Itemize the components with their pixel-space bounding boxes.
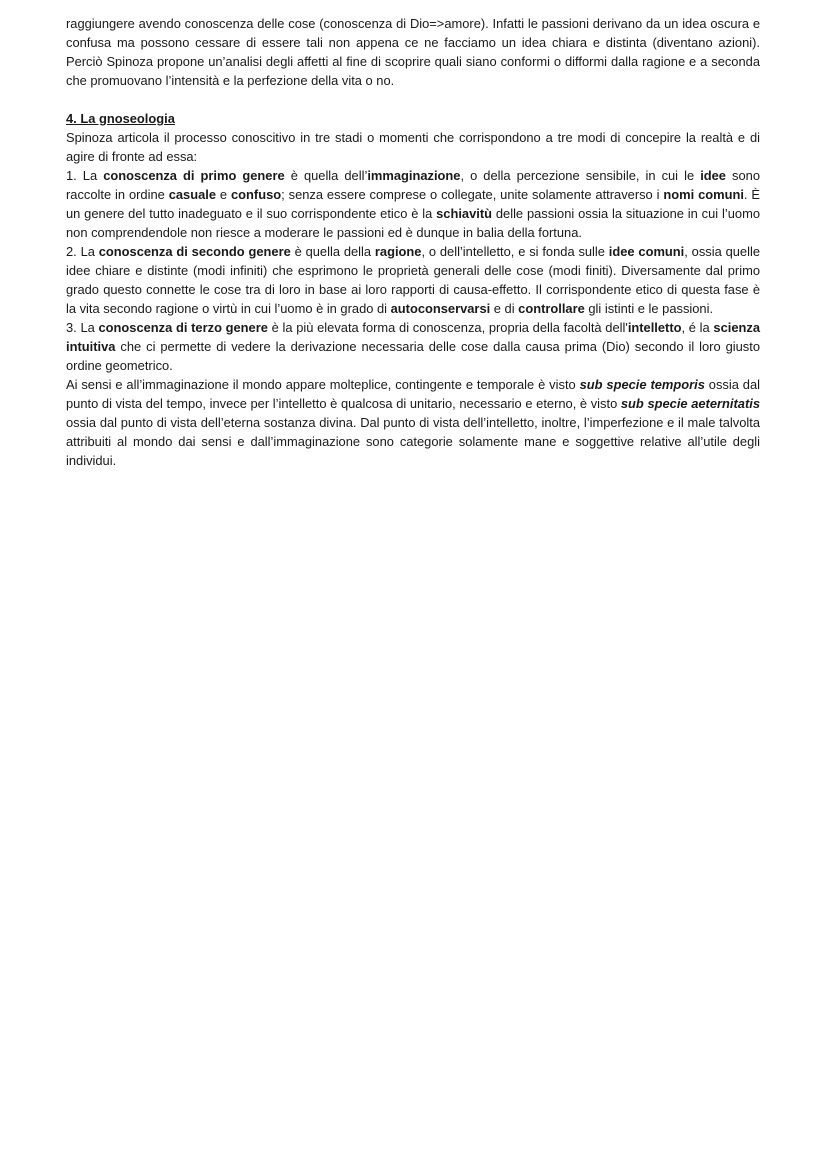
- item2-text-3: , o dell’intelletto, e si fonda sulle: [421, 244, 609, 259]
- item1-text-6: ; senza essere comprese o collegate, unite solamente attraverso i: [281, 187, 664, 202]
- item3-bold-1: conoscenza di terzo genere: [98, 320, 268, 335]
- intro-paragraph: raggiungere avendo conoscenza delle cose (conoscenza di Dio=>amore). Infatti le passioni derivano da un idea oscura e confusa ma possono cessare di essere tali non appena ce ne facciamo un idea chiara e distinta (diventano azioni). Perciò Spinoza propone un’analisi degli affetti al fine di scoprire quali siano conformi o difformi dalla ragione e a seconda che promuovano l’intensità e la perfezione della vita o no.: [66, 16, 760, 88]
- closing-paragraph: [66, 375, 760, 470]
- item2-bold-5: controllare: [518, 301, 585, 316]
- closing-emphasis-2: sub specie aeternitatis: [620, 396, 760, 411]
- item2-bold-1: conoscenza di secondo genere: [98, 244, 291, 259]
- item2-text-5: e di: [490, 301, 519, 316]
- closing-text-3: ossia dal punto di vista dell’eterna sostanza divina. Dal punto di vista dell’intelletto, inoltre, l’imperfezione e il male talvolta attribuiti al mondo dai sensi e dall’immaginazione sono categorie solamente mane e soggettive relative all’utile degli individui.: [66, 415, 760, 468]
- item1-text-3: , o della percezione sensibile, in cui le: [460, 168, 701, 183]
- item3-bold-2: intelletto: [627, 320, 682, 335]
- item2-text-6: gli istinti e le passioni.: [584, 301, 714, 316]
- item1-bold-7: schiavitù: [436, 206, 493, 221]
- item1-text-5: e: [216, 187, 232, 202]
- section-lead: Spinoza articola il processo conoscitivo in tre stadi o momenti che corrispondono a tre modi di concepire la realtà e di agire di fronte ad essa:: [66, 130, 760, 164]
- item2-bold-2: ragione: [374, 244, 422, 259]
- item1-bold-1: conoscenza di primo genere: [103, 168, 285, 183]
- item3-text-3: , é la: [681, 320, 714, 335]
- item1-bold-5: confuso: [231, 187, 282, 202]
- item1-bold-4: casuale: [168, 187, 217, 202]
- item3-text-4: che ci permette di vedere la derivazione necessaria delle cose dalla causa prima (Dio) secondo il loro giusto ordine geometrico.: [66, 339, 760, 373]
- item1-text-2: è quella dell’: [284, 168, 368, 183]
- closing-emphasis-1: sub specie temporis: [579, 377, 705, 392]
- item1-text-4: sono raccolte in ordine: [66, 168, 760, 202]
- item3-bold-3: scienza intuitiva: [66, 320, 760, 354]
- item1-bold-2: immaginazione: [367, 168, 461, 183]
- item1-bold-6: nomi comuni: [663, 187, 744, 202]
- section-heading: 4. La gnoseologia: [66, 111, 175, 126]
- item3-text-2: è la più elevata forma di conoscenza, propria della facoltà dell': [267, 320, 628, 335]
- item2-text-1: 2. La: [66, 244, 99, 259]
- item-second-genre: [66, 242, 760, 318]
- document-page: [66, 14, 760, 470]
- item1-text-1: 1. La: [66, 168, 104, 183]
- item-first-genre: [66, 166, 760, 242]
- item2-text-4: , ossia quelle idee chiare e distinte (modi infiniti) che esprimono le proprietà generali delle cose (modi finiti). Diversamente dal primo grado questo connette le cose tra di loro in base ai loro rapporti di causa-effetto. Il corrispondente etico di questa fase è la vita secondo ragione o virtù in cui l’uomo è in grado di: [66, 244, 760, 316]
- closing-text-2: ossia dal punto di vista del tempo, invece per l’intelletto è qualcosa di unitario, necessario e eterno, è visto: [66, 377, 760, 411]
- item1-bold-3: idee: [700, 168, 726, 183]
- item-third-genre: [66, 318, 760, 375]
- item1-text-8: delle passioni ossia la situazione in cui l’uomo non comprendendole non riesce a moderare le passioni ed è dunque in balia della fortuna.: [66, 206, 760, 240]
- item1-text-7: . È un genere del tutto inadeguato e il suo corrispondente etico è la: [66, 187, 761, 221]
- item2-text-2: è quella della: [290, 244, 375, 259]
- item2-bold-4: autoconservarsi: [390, 301, 491, 316]
- item3-text-1: 3. La: [66, 320, 99, 335]
- item2-bold-3: idee comuni: [608, 244, 685, 259]
- closing-text-1: Ai sensi e all’immaginazione il mondo appare molteplice, contingente e temporale è visto: [66, 377, 580, 392]
